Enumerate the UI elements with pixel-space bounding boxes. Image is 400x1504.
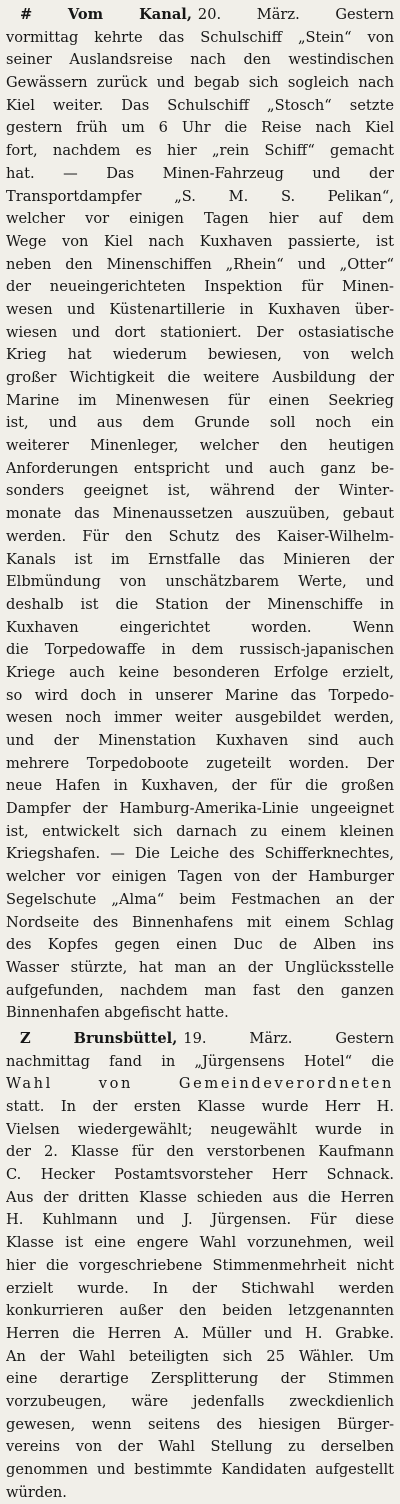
article-line: monate das Minenaussetzen auszuüben, gebaut xyxy=(6,505,394,523)
article-line: Herren die Herren A. Müller und H. Grabke. xyxy=(6,1324,394,1342)
article-line: ist, und aus dem Grunde soll noch ein xyxy=(6,414,394,432)
article-headline-line xyxy=(6,4,394,27)
article-line: neue Hafen in Kuxhaven, der für die großen xyxy=(6,777,394,795)
article-mark: # xyxy=(20,6,33,23)
article-line: Gewässern zurück und begab sich sogleich nach xyxy=(6,74,394,92)
article-line: Vielsen wiedergewählt; neugewählt wurde in xyxy=(6,1120,394,1138)
article-line: wiesen und dort stationiert. Der ostasiatische xyxy=(6,323,394,341)
article-line: Elbmündung von unschätzbarem Werte, und xyxy=(6,573,394,591)
article-vom-kanal xyxy=(6,4,394,1025)
article-line: die Torpedowaffe in dem russisch-japanischen xyxy=(6,641,394,659)
article-line: gewesen, wenn seitens des hiesigen Bürger- xyxy=(6,1415,394,1433)
article-line: erzielt wurde. In der Stichwahl werden xyxy=(6,1279,394,1297)
article-line: vereins von der Wahl Stellung zu derselben xyxy=(6,1438,394,1456)
article-line: Wege von Kiel nach Kuxhaven passierte, ist xyxy=(6,232,394,250)
article-mark: Z xyxy=(20,1029,31,1047)
article-place: Brunsbüttel, xyxy=(73,1029,178,1047)
article-line: hier die vorgeschriebene Stimmenmehrheit nicht xyxy=(6,1256,394,1274)
article-brunsbuettel xyxy=(6,1028,394,1504)
article-line: Wahl von Gemeindeverordneten xyxy=(6,1075,394,1093)
article-date: 19. März. xyxy=(183,1029,293,1047)
article-line: H. Kuhlmann und J. Jürgensen. Für diese xyxy=(6,1211,394,1229)
article-line: Binnenhafen abgefischt hatte. xyxy=(6,1004,229,1022)
article-line: des Kopfes gegen einen Duc de Alben ins xyxy=(6,936,394,954)
article-line: Kanals ist im Ernstfalle das Minieren der xyxy=(6,550,394,568)
article-line: welcher vor einigen Tagen hier auf dem xyxy=(6,210,394,228)
article-line: großer Wichtigkeit die weitere Ausbildung der xyxy=(6,369,394,386)
article-line: Nordseite des Binnenhafens mit einem Schlag xyxy=(6,913,394,931)
article-line: der neueingerichteten Inspektion für Minen- xyxy=(6,278,394,296)
article-line: Kiel weiter. Das Schulschiff „Stosch“ setzte xyxy=(6,96,394,114)
article-headline-line xyxy=(6,1028,394,1051)
article-line: mehrere Torpedoboote zugeteilt worden. Der xyxy=(6,754,394,772)
article-line: Transportdampfer „S. M. S. Pelikan“, xyxy=(6,187,394,205)
article-line: Kriege auch keine besonderen Erfolge erzielt, xyxy=(6,663,394,681)
article-line: vorzubeugen, wäre jedenfalls zweckdienlich xyxy=(6,1392,394,1410)
article-line: der 2. Klasse für den verstorbenen Kaufmann xyxy=(6,1143,394,1161)
article-line: Kriegshafen. — Die Leiche des Schifferknechtes, xyxy=(6,845,394,863)
article-line: C. Hecker Postamtsvorsteher Herr Schnack. xyxy=(6,1166,394,1184)
article-line: weiterer Minenleger, welcher den heutigen xyxy=(6,437,394,455)
article-line: Dampfer der Hamburg-Amerika-Linie ungeeignet xyxy=(6,800,394,818)
article-line: Gestern xyxy=(335,6,394,23)
article-line: aufgefunden, nachdem man fast den ganzen xyxy=(6,981,394,999)
article-line: Segelschute „Alma“ beim Festmachen an der xyxy=(6,890,394,908)
article-line: gestern früh um 6 Uhr die Reise nach Kiel xyxy=(6,119,394,137)
article-line: eine derartige Zersplitterung der Stimmen xyxy=(6,1370,394,1388)
article-line: so wird doch in unserer Marine das Torpedo- xyxy=(6,686,394,704)
article-line: Gestern xyxy=(335,1029,394,1047)
article-line: Aus der dritten Klasse schieden aus die Herren xyxy=(6,1188,394,1206)
article-line: sonders geeignet ist, während der Winter- xyxy=(6,482,394,500)
article-line: statt. In der ersten Klasse wurde Herr H. xyxy=(6,1098,394,1115)
article-line: ist, entwickelt sich darnach zu einem kleinen xyxy=(6,822,394,840)
article-line: Kuxhaven eingerichtet worden. Wenn xyxy=(6,618,394,636)
article-line: Marine im Minenwesen für einen Seekrieg xyxy=(6,391,394,409)
article-line: würden. xyxy=(6,1483,67,1501)
article-line: nachmittag fand in „Jürgensens Hotel“ die xyxy=(6,1052,394,1070)
article-line: vormittag kehrte das Schulschiff „Stein“ von xyxy=(6,28,394,46)
article-line: Klasse ist eine engere Wahl vorzunehmen, weil xyxy=(6,1234,394,1252)
article-line: Anforderungen entspricht und auch ganz be- xyxy=(6,459,394,477)
article-line: An der Wahl beteiligten sich 25 Wähler. Um xyxy=(6,1347,394,1365)
article-line: und der Minenstation Kuxhaven sind auch xyxy=(6,732,394,749)
article-line: wesen noch immer weiter ausgebildet werden, xyxy=(6,709,394,727)
article-line: deshalb ist die Station der Minenschiffe in xyxy=(6,595,394,613)
article-line: konkurrieren außer den beiden letzgenannten xyxy=(6,1302,394,1320)
article-line: fort, nachdem es hier „rein Schiff“ gemacht xyxy=(6,142,394,160)
article-line: Wasser stürzte, hat man an der Unglücksstelle xyxy=(6,958,394,976)
article-date: 20. März. xyxy=(197,6,300,23)
article-line: Krieg hat wiederum bewiesen, von welch xyxy=(6,346,394,364)
article-line: hat. — Das Minen-Fahrzeug und der xyxy=(6,164,394,182)
article-line: werden. Für den Schutz des Kaiser-Wilhelm- xyxy=(6,527,394,545)
article-line: seiner Auslandsreise nach den westindischen xyxy=(6,51,394,69)
article-line: welcher vor einigen Tagen von der Hamburger xyxy=(6,868,394,886)
article-place: Vom Kanal, xyxy=(67,6,192,23)
article-line: neben den Minenschiffen „Rhein“ und „Otter“ xyxy=(6,255,394,273)
article-line: wesen und Küstenartillerie in Kuxhaven über- xyxy=(6,300,394,318)
article-line: genommen und bestimmte Kandidaten aufgestellt xyxy=(6,1461,394,1478)
